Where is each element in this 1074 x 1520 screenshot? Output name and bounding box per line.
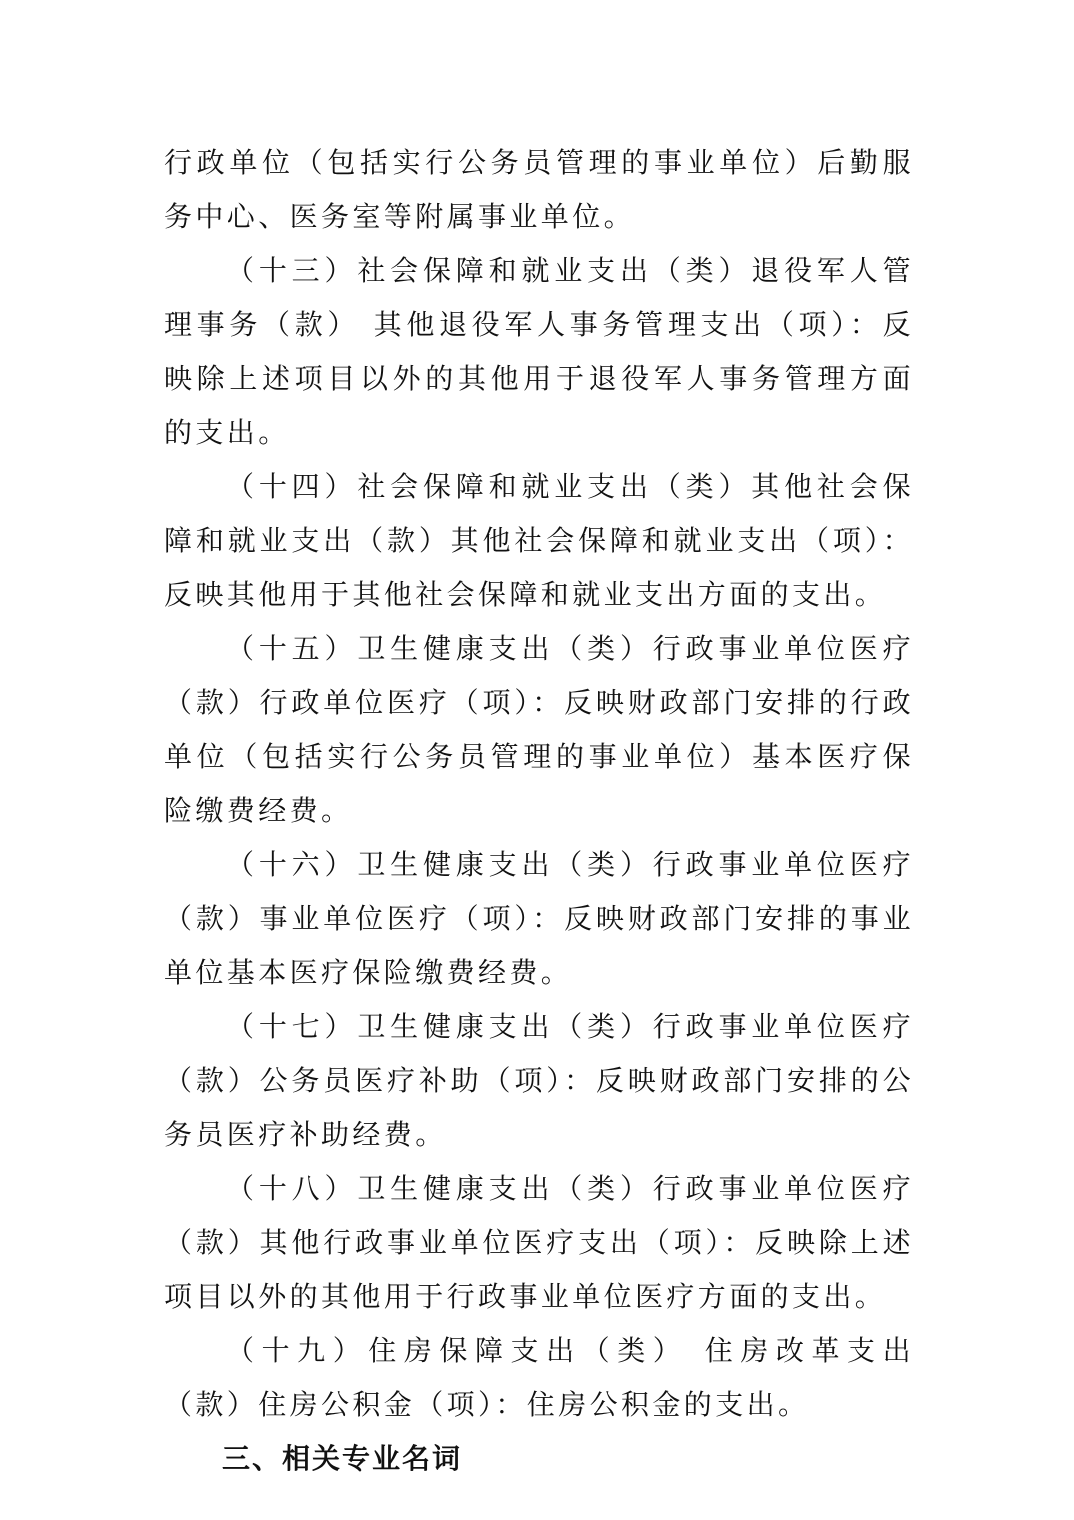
paragraph-item-14: （十四）社会保障和就业支出（类）其他社会保障和就业支出（款）其他社会保障和就业支出（项）：反映其他用于其他社会保障和就业支出方面的支出。 <box>164 470 914 611</box>
document-body <box>164 136 914 1486</box>
paragraph-item-18: （十八）卫生健康支出（类）行政事业单位医疗（款）其他行政事业单位医疗支出（项）：反映除上述项目以外的其他用于行政事业单位医疗方面的支出。 <box>164 1172 914 1313</box>
section-heading: 三、相关专业名词 <box>222 1442 463 1475</box>
paragraph-item-19: （十九）住房保障支出（类） 住房改革支出（款）住房公积金（项）：住房公积金的支出。 <box>164 1334 914 1421</box>
paragraph-item-13: （十三）社会保障和就业支出（类）退役军人管理事务（款） 其他退役军人事务管理支出（项）：反映除上述项目以外的其他用于退役军人事务管理方面的支出。 <box>164 254 914 449</box>
paragraph-item-17: （十七）卫生健康支出（类）行政事业单位医疗（款）公务员医疗补助（项）：反映财政部门安排的公务员医疗补助经费。 <box>164 1010 914 1151</box>
paragraph-item-15: （十五）卫生健康支出（类）行政事业单位医疗（款）行政单位医疗（项）：反映财政部门安排的行政单位（包括实行公务员管理的事业单位）基本医疗保险缴费经费。 <box>164 632 914 827</box>
paragraph-item-16: （十六）卫生健康支出（类）行政事业单位医疗（款）事业单位医疗（项）：反映财政部门安排的事业单位基本医疗保险缴费经费。 <box>164 848 914 989</box>
paragraph-continuation: 行政单位（包括实行公务员管理的事业单位）后勤服务中心、医务室等附属事业单位。 <box>164 146 914 233</box>
